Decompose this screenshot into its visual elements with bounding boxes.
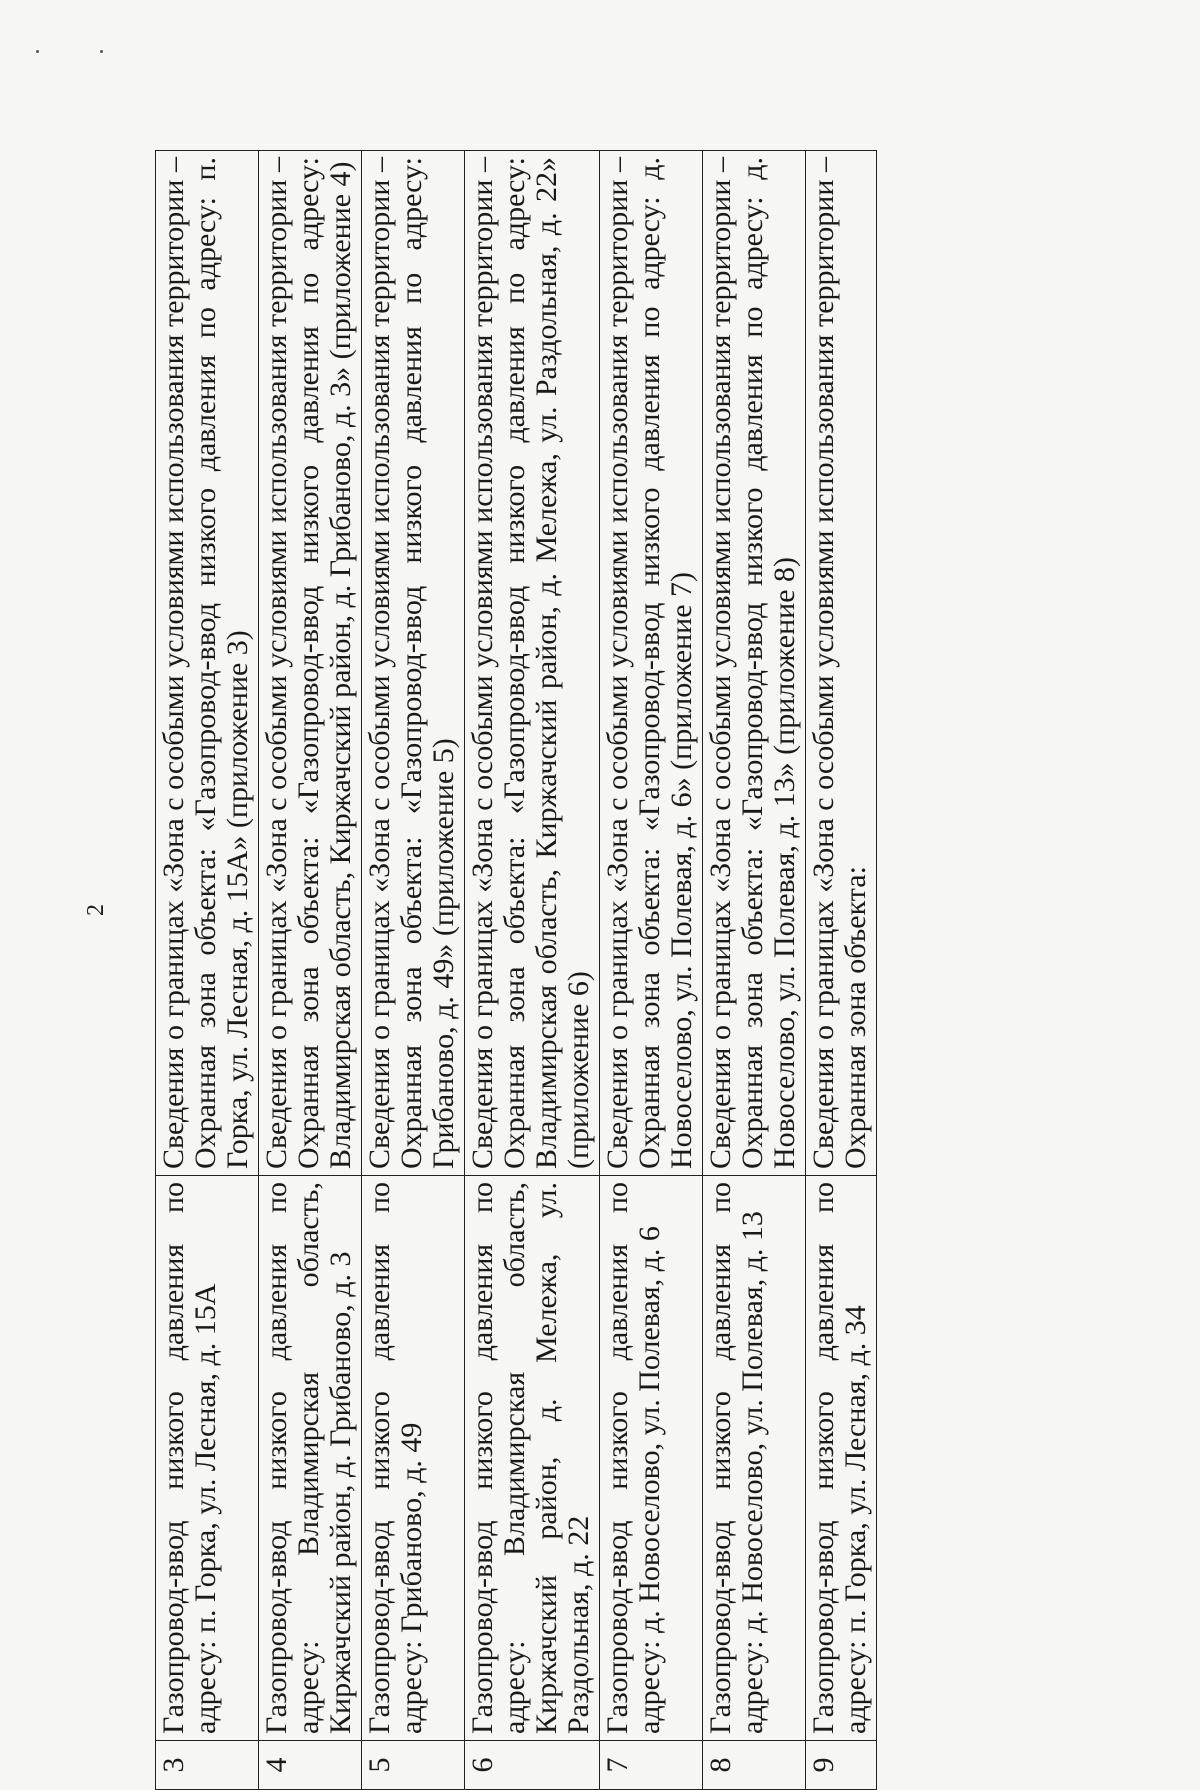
zone-info-cell: Сведения о границах «Зона с особыми условиями использования территории – Охранная зона объекта: «Газопровод-ввод низкого давления по адресу: Грибаново, д. 49» (приложение 5) bbox=[362, 151, 465, 1176]
zone-info-cell: Сведения о границах «Зона с особыми условиями использования территории – Охранная зона объекта: «Газопровод-ввод низкого давления по адресу: Владимирская область, Киржачский район, д. Мележа, ул. Раздольная, д. 22» (приложение 6) bbox=[465, 151, 600, 1176]
row-number: 3 bbox=[156, 1741, 259, 1790]
object-name-cell: Газопровод-ввод низкого давления по адресу: п. Горка, ул. Лесная, д. 15А bbox=[156, 1176, 259, 1741]
rotated-content bbox=[83, 150, 1035, 1790]
table-row bbox=[362, 151, 465, 1790]
zone-info-cell: Сведения о границах «Зона с особыми условиями использования территории – Охранная зона объекта: «Газопровод-ввод низкого давления по адресу: д. Новоселово, ул. Полевая, д. 6» (приложение 7) bbox=[600, 151, 703, 1176]
object-name-cell: Газопровод-ввод низкого давления по адресу: Владимирская область, Киржачский район, д. Грибаново, д. 3 bbox=[259, 1176, 362, 1741]
table-row bbox=[806, 151, 877, 1790]
object-name-cell: Газопровод-ввод низкого давления по адресу: д. Новоселово, ул. Полевая, д. 13 bbox=[703, 1176, 806, 1741]
row-number: 8 bbox=[703, 1741, 806, 1790]
object-name-cell: Газопровод-ввод низкого давления по адресу: Владимирская область, Киржачский район, д. Мележа, ул. Раздольная, д. 22 bbox=[465, 1176, 600, 1741]
zones-table bbox=[155, 150, 877, 1790]
row-number: 6 bbox=[465, 1741, 600, 1790]
row-number: 7 bbox=[600, 1741, 703, 1790]
row-number: 4 bbox=[259, 1741, 362, 1790]
object-name-cell: Газопровод-ввод низкого давления по адресу: д. Новоселово, ул. Полевая, д. 6 bbox=[600, 1176, 703, 1741]
zone-info-cell: Сведения о границах «Зона с особыми условиями использования территории – Охранная зона объекта: «Газопровод-ввод низкого давления по адресу: д. Новоселово, ул. Полевая, д. 13» (приложение 8) bbox=[703, 151, 806, 1176]
page-number: 2 bbox=[83, 904, 109, 916]
table-row bbox=[703, 151, 806, 1790]
zone-info-cell: Сведения о границах «Зона с особыми условиями использования территории – Охранная зона объекта: «Газопровод-ввод низкого давления по адресу: Владимирская область, Киржачский район, д. Грибаново, д. 3» (приложение 4) bbox=[259, 151, 362, 1176]
table-row bbox=[156, 151, 259, 1790]
object-name-cell: Газопровод-ввод низкого давления по адресу: п. Горка, ул. Лесная, д. 34 bbox=[806, 1176, 877, 1741]
row-number: 9 bbox=[806, 1741, 877, 1790]
zone-info-cell: Сведения о границах «Зона с особыми условиями использования территории – Охранная зона объекта: bbox=[806, 151, 877, 1176]
table-row bbox=[465, 151, 600, 1790]
row-number: 5 bbox=[362, 1741, 465, 1790]
table-row bbox=[259, 151, 362, 1790]
zone-info-cell: Сведения о границах «Зона с особыми условиями использования территории – Охранная зона объекта: «Газопровод-ввод низкого давления по адресу: п. Горка, ул. Лесная, д. 15А» (приложение 3) bbox=[156, 151, 259, 1176]
table-row bbox=[600, 151, 703, 1790]
object-name-cell: Газопровод-ввод низкого давления по адресу: Грибаново, д. 49 bbox=[362, 1176, 465, 1741]
